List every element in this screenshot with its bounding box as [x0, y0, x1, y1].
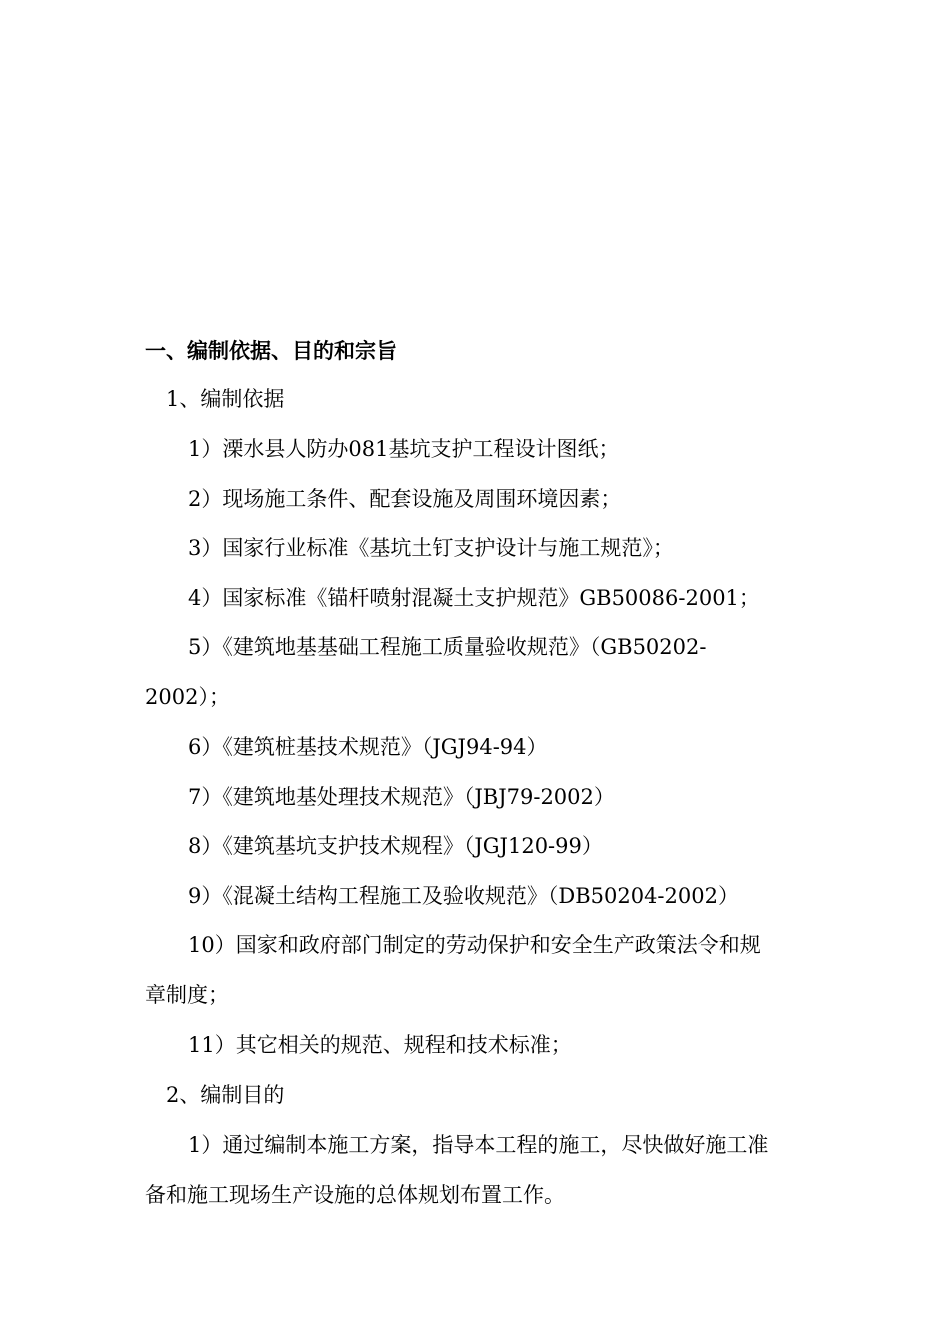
list-item: 1）溧水县人防办081基坑支护工程设计图纸；: [188, 437, 620, 461]
list-item: 8）《建筑基坑支护技术规程》（JGJ120-99）: [188, 834, 603, 858]
list-item: 2）现场施工条件、配套设施及周围环境因素；: [188, 487, 622, 511]
list-item: 4）国家标准《锚杆喷射混凝土支护规范》GB50086-2001；: [188, 586, 760, 610]
list-item-continuation: 备和施工现场生产设施的总体规划布置工作。: [145, 1183, 565, 1207]
list-item-continuation: 2002）；: [145, 685, 230, 709]
subsection-heading-basis: 1、编制依据: [166, 387, 285, 411]
subsection-heading-purpose: 2、编制目的: [166, 1083, 285, 1107]
list-item-continuation: 章制度；: [145, 983, 229, 1007]
list-item: 1）通过编制本施工方案，指导本工程的施工，尽快做好施工准: [188, 1133, 769, 1157]
list-item: 7）《建筑地基处理技术规范》（JBJ79-2002）: [188, 785, 615, 809]
list-item: 10）国家和政府部门制定的劳动保护和安全生产政策法令和规: [188, 933, 761, 957]
list-item: 6）《建筑桩基技术规范》（JGJ94-94）: [188, 735, 548, 759]
list-item: 5）《建筑地基基础工程施工质量验收规范》（GB50202-: [188, 635, 707, 659]
list-item: 3）国家行业标准《基坑土钉支护设计与施工规范》；: [188, 536, 674, 560]
section-heading: 一、编制依据、目的和宗旨: [145, 339, 397, 363]
list-item: 11）其它相关的规范、规程和技术标准；: [188, 1033, 572, 1057]
list-item: 9）《混凝土结构工程施工及验收规范》（DB50204-2002）: [188, 884, 739, 908]
